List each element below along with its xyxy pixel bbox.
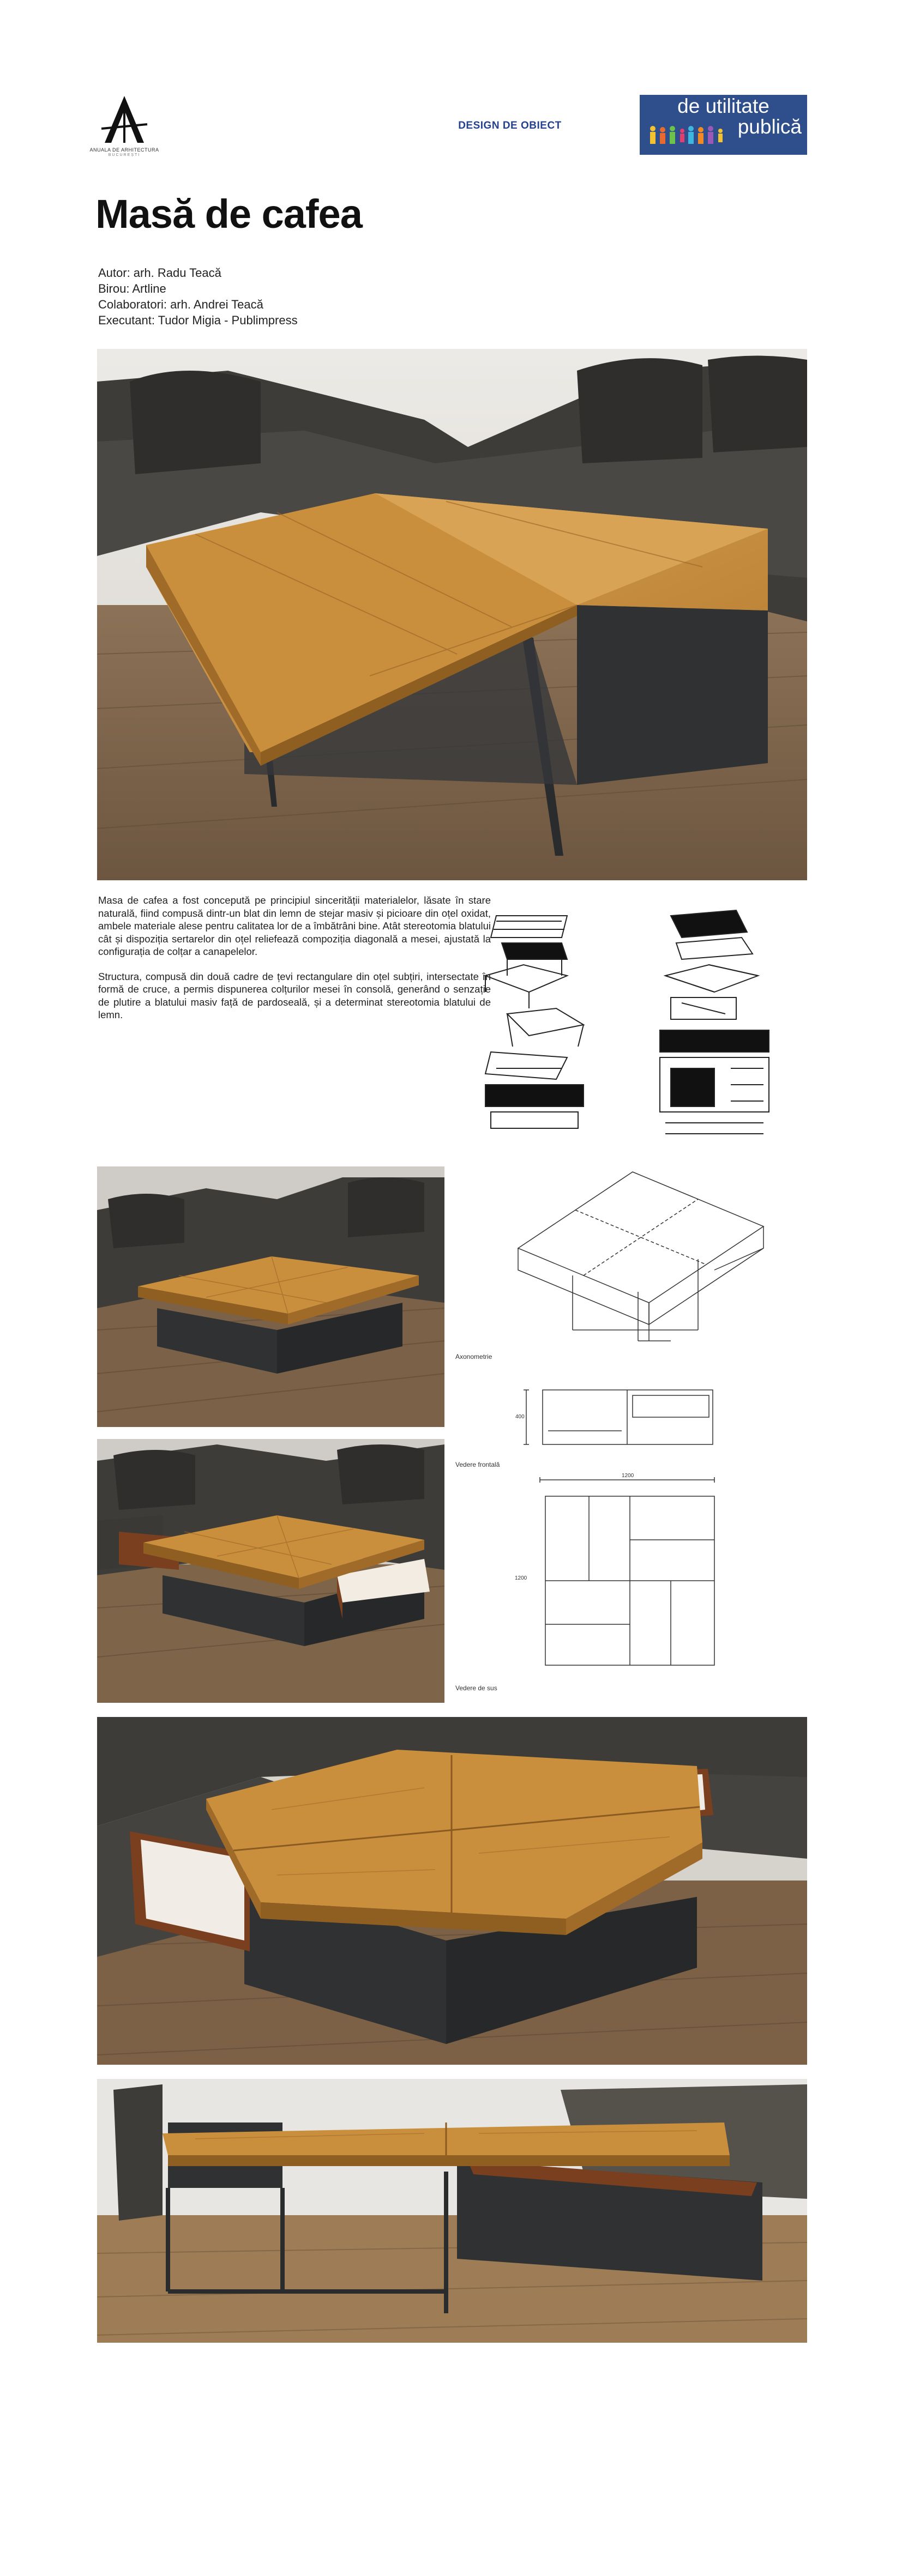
credit-collaborators: Colaboratori: arh. Andrei Teacă [98, 298, 263, 311]
depth-dimension: 1200 [515, 1575, 527, 1581]
description [98, 894, 491, 1033]
category-badge [640, 95, 807, 155]
credit-author: Autor: arh. Radu Teacă [98, 266, 221, 280]
top-view-caption: Vedere de sus [455, 1684, 497, 1692]
axonometric-caption: Axonometrie [455, 1353, 492, 1360]
logo [89, 94, 159, 162]
logo-subtext: BUCUREȘTI [108, 153, 141, 157]
height-dimension: 400 [515, 1414, 525, 1420]
badge-line1: de utilitate [677, 95, 769, 117]
width-dimension: 1200 [622, 1473, 634, 1479]
logo-mark [97, 94, 152, 146]
table-photo-closed [97, 1166, 444, 1427]
front-view-drawing [510, 1384, 717, 1455]
credit-executant: Executant: Tudor Migia - Publimpress [98, 313, 298, 327]
top-view-drawing [534, 1474, 720, 1676]
credits [98, 265, 298, 328]
sketch-right [660, 910, 769, 1134]
badge-line2: publică [737, 116, 802, 138]
credit-office: Birou: Artline [98, 282, 166, 295]
table-photo-drawers-open [97, 1439, 444, 1703]
page-title: Masă de cafea [95, 191, 362, 237]
table-photo-detail-drawers [97, 1717, 807, 2065]
front-view-caption: Vedere frontală [455, 1461, 500, 1468]
description-paragraph-1: Masa de cafea a fost concepută pe principiul sincerității materialelor, lăsate în stare naturală, fiind compusă dintr-un blat din lemn de stejar masiv și picioare din oțel oxidat, ambele materiale alese pentru calitatea lor de a îmbătrâni bine. Atât stereotomia blatului cât și dispoziția sertarelor din oțel reliefează compoziția diagonală a mesei, ajustată la configurația de colțar a canapelelor. [98, 894, 491, 957]
description-paragraph-2: Structura, compusă din două cadre de țevi rectangulare din oțel subțiri, intersectate în formă de cruce, a permis dispunerea colțurilor mesei în consolă, generând o senzație de plutire a blatului masiv față de pardoseală, și a determinat stereotomia blatului de lemn. [98, 970, 491, 1020]
sketch-left [485, 916, 584, 1128]
category-label: DESIGN DE OBIECT [458, 120, 562, 131]
concept-sketches [474, 905, 802, 1145]
hero-photo [97, 349, 807, 880]
table-photo-side-view [97, 2079, 807, 2343]
logo-text: ANUALA DE ARHITECTURA [89, 147, 159, 153]
axonometric-drawing [507, 1166, 780, 1346]
